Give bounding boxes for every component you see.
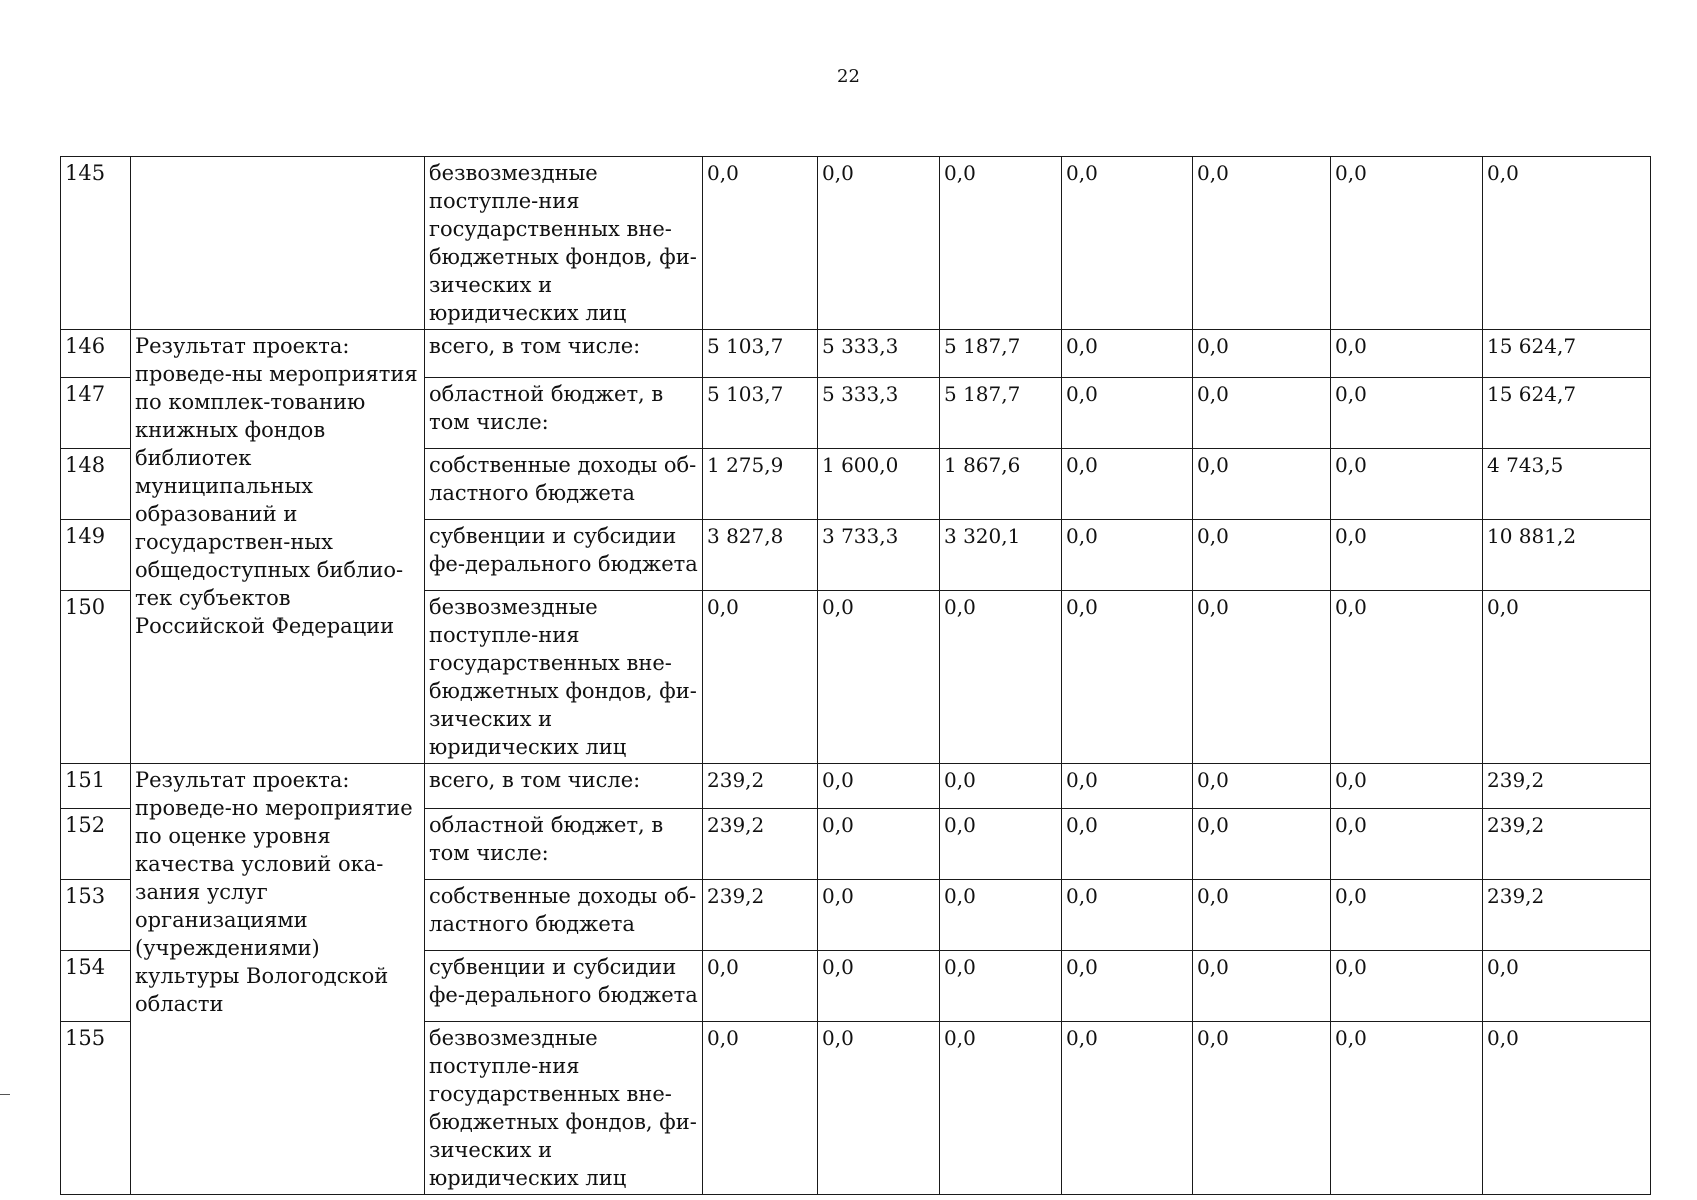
row-number: 148 xyxy=(61,449,131,520)
value-cell: 0,0 xyxy=(703,951,818,1022)
value-cell: 0,0 xyxy=(1331,591,1483,764)
value-cell: 0,0 xyxy=(940,591,1062,764)
value-cell: 0,0 xyxy=(818,591,940,764)
value-cell: 0,0 xyxy=(1331,157,1483,330)
value-cell: 3 733,3 xyxy=(818,520,940,591)
funding-source: областной бюджет, в том числе: xyxy=(425,809,703,880)
row-number: 154 xyxy=(61,951,131,1022)
value-cell: 0,0 xyxy=(818,764,940,809)
value-cell: 0,0 xyxy=(703,157,818,330)
value-cell: 0,0 xyxy=(1331,378,1483,449)
funding-source: областной бюджет, в том числе: xyxy=(425,378,703,449)
value-cell: 0,0 xyxy=(940,880,1062,951)
value-cell: 0,0 xyxy=(940,764,1062,809)
value-cell: 15 624,7 xyxy=(1483,378,1651,449)
row-number: 152 xyxy=(61,809,131,880)
value-cell: 0,0 xyxy=(1062,880,1193,951)
funding-source: всего, в том числе: xyxy=(425,330,703,378)
row-number: 153 xyxy=(61,880,131,951)
value-cell: 239,2 xyxy=(703,764,818,809)
value-cell: 1 867,6 xyxy=(940,449,1062,520)
value-cell: 10 881,2 xyxy=(1483,520,1651,591)
value-cell: 239,2 xyxy=(1483,809,1651,880)
value-cell: 5 103,7 xyxy=(703,378,818,449)
value-cell: 0,0 xyxy=(1062,1022,1193,1195)
row-number: 147 xyxy=(61,378,131,449)
value-cell: 0,0 xyxy=(1193,880,1331,951)
funding-source: безвозмездные поступле-ния государственных вне-бюджетных фондов, фи-зических и юридических лиц xyxy=(425,591,703,764)
value-cell: 0,0 xyxy=(1062,157,1193,330)
value-cell: 0,0 xyxy=(1331,1022,1483,1195)
value-cell: 0,0 xyxy=(1331,880,1483,951)
value-cell: 0,0 xyxy=(1483,951,1651,1022)
value-cell: 0,0 xyxy=(1062,330,1193,378)
funding-source: собственные доходы об-ластного бюджета xyxy=(425,880,703,951)
value-cell: 0,0 xyxy=(1193,809,1331,880)
row-number: 151 xyxy=(61,764,131,809)
table-row xyxy=(61,330,1651,378)
value-cell: 0,0 xyxy=(1062,591,1193,764)
funding-source: безвозмездные поступле-ния государственных вне-бюджетных фондов, фи-зических и юридических лиц xyxy=(425,157,703,330)
value-cell: 239,2 xyxy=(1483,880,1651,951)
value-cell: 0,0 xyxy=(703,591,818,764)
value-cell: 3 320,1 xyxy=(940,520,1062,591)
value-cell: 0,0 xyxy=(1331,951,1483,1022)
row-number: 150 xyxy=(61,591,131,764)
funding-source: собственные доходы об-ластного бюджета xyxy=(425,449,703,520)
value-cell: 0,0 xyxy=(818,880,940,951)
row-number: 146 xyxy=(61,330,131,378)
scan-edge-mark xyxy=(0,1094,10,1095)
funding-source: безвозмездные поступле-ния государственных вне-бюджетных фондов, фи-зических и юридических лиц xyxy=(425,1022,703,1195)
value-cell: 0,0 xyxy=(940,809,1062,880)
value-cell: 0,0 xyxy=(1062,449,1193,520)
value-cell: 0,0 xyxy=(1331,449,1483,520)
value-cell: 0,0 xyxy=(1331,520,1483,591)
value-cell: 0,0 xyxy=(1483,1022,1651,1195)
value-cell: 0,0 xyxy=(1483,157,1651,330)
value-cell: 3 827,8 xyxy=(703,520,818,591)
value-cell: 1 275,9 xyxy=(703,449,818,520)
value-cell: 0,0 xyxy=(940,951,1062,1022)
value-cell: 1 600,0 xyxy=(818,449,940,520)
value-cell: 5 333,3 xyxy=(818,330,940,378)
value-cell: 239,2 xyxy=(703,880,818,951)
value-cell: 239,2 xyxy=(1483,764,1651,809)
value-cell: 0,0 xyxy=(1062,809,1193,880)
value-cell: 0,0 xyxy=(1193,951,1331,1022)
value-cell: 5 187,7 xyxy=(940,378,1062,449)
value-cell: 0,0 xyxy=(1331,764,1483,809)
value-cell: 0,0 xyxy=(1193,449,1331,520)
value-cell: 0,0 xyxy=(818,157,940,330)
value-cell: 0,0 xyxy=(1483,591,1651,764)
value-cell: 0,0 xyxy=(940,157,1062,330)
budget-table xyxy=(60,156,1651,1195)
value-cell: 0,0 xyxy=(1193,764,1331,809)
funding-source: субвенции и субсидии фе-дерального бюджета xyxy=(425,520,703,591)
value-cell: 4 743,5 xyxy=(1483,449,1651,520)
value-cell: 0,0 xyxy=(1331,330,1483,378)
funding-source: всего, в том числе: xyxy=(425,764,703,809)
value-cell: 0,0 xyxy=(1193,1022,1331,1195)
value-cell: 239,2 xyxy=(703,809,818,880)
funding-source: субвенции и субсидии фе-дерального бюджета xyxy=(425,951,703,1022)
value-cell: 5 333,3 xyxy=(818,378,940,449)
value-cell: 0,0 xyxy=(1062,520,1193,591)
value-cell: 0,0 xyxy=(818,951,940,1022)
value-cell: 0,0 xyxy=(1193,591,1331,764)
value-cell: 0,0 xyxy=(1331,809,1483,880)
group-title: Результат проекта: проведе-ны мероприятия по комплек-тованию книжных фондов библиотек муниципальных образований и государствен-ных общедоступных библио-тек субъектов Российской Федерации xyxy=(131,330,425,764)
value-cell: 0,0 xyxy=(1193,157,1331,330)
value-cell: 5 187,7 xyxy=(940,330,1062,378)
value-cell: 0,0 xyxy=(1193,378,1331,449)
table-row xyxy=(61,764,1651,809)
value-cell: 0,0 xyxy=(1062,378,1193,449)
value-cell: 0,0 xyxy=(1193,520,1331,591)
group-title: Результат проекта: проведе-но мероприятие по оценке уровня качества условий ока-зания услуг организациями (учреждениями) культуры Вологодской области xyxy=(131,764,425,1195)
table-row xyxy=(61,157,1651,330)
group-title-cell xyxy=(131,157,425,330)
value-cell: 0,0 xyxy=(1062,764,1193,809)
value-cell: 0,0 xyxy=(818,1022,940,1195)
value-cell: 0,0 xyxy=(940,1022,1062,1195)
value-cell: 0,0 xyxy=(703,1022,818,1195)
value-cell: 5 103,7 xyxy=(703,330,818,378)
page-number: 22 xyxy=(837,66,860,87)
value-cell: 15 624,7 xyxy=(1483,330,1651,378)
row-number: 155 xyxy=(61,1022,131,1195)
value-cell: 0,0 xyxy=(1193,330,1331,378)
row-number: 145 xyxy=(61,157,131,330)
value-cell: 0,0 xyxy=(818,809,940,880)
row-number: 149 xyxy=(61,520,131,591)
value-cell: 0,0 xyxy=(1062,951,1193,1022)
